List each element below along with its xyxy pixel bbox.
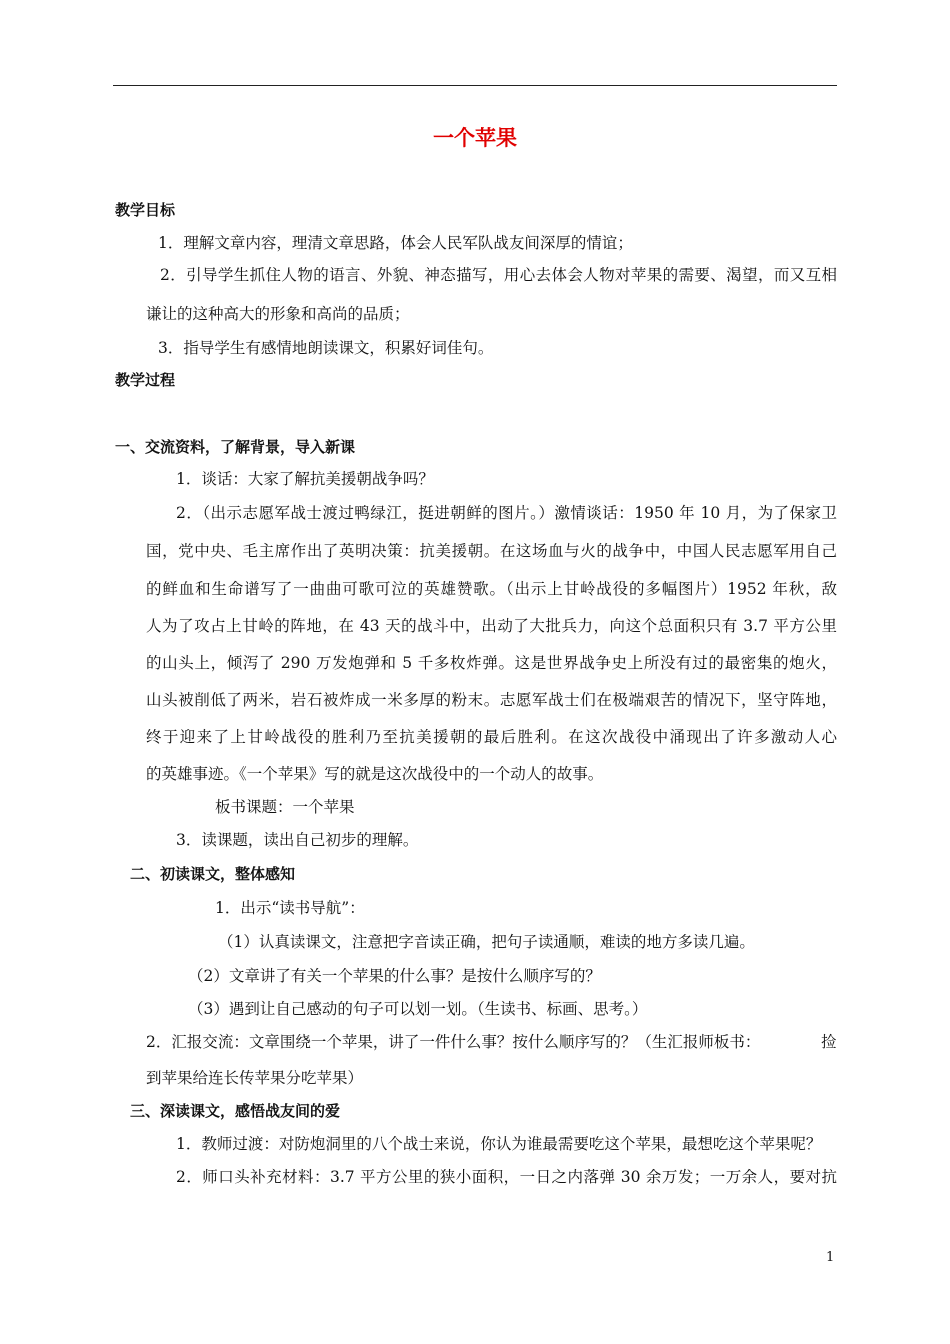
board-title-line: 板书课题：一个苹果 (215, 798, 355, 816)
item-line: 3．读课题，读出自己初步的理解。 (176, 831, 419, 849)
report-line: 2．汇报交流：文章围绕一个苹果，讲了一件什么事？按什么顺序写的？（生汇报师板书： (146, 1033, 761, 1051)
item-line: 1．谈话：大家了解抗美援朝战争吗？ (176, 470, 434, 488)
item-line: 2．师口头补充材料：3.7 平方公里的狭小面积，一日之内落弹 30 余万发；一万余人，要对抗 (176, 1168, 837, 1186)
header-rule (113, 85, 837, 86)
report-line-end: 捡 (821, 1033, 837, 1051)
paragraph-line: 的英雄事迹。《一个苹果》写的就是这次战役中的一个动人的故事。 (146, 765, 604, 783)
document-title: 一个苹果 (433, 126, 517, 150)
paragraph-line: 终于迎来了上甘岭战役的胜利乃至抗美援朝的最后胜利。在这次战役中涌现出了许多激动人心 (146, 728, 837, 746)
paragraph-line: 的鲜血和生命谱写了一曲曲可歌可泣的英雄赞歌。（出示上甘岭战役的多幅图片）1952 年秋，敌 (146, 580, 837, 598)
section-heading: 二、初读课文，整体感知 (130, 865, 296, 883)
goal-line: 3．指导学生有感情地朗读课文，积累好词佳句。 (158, 339, 494, 357)
item-line: 1．教师过渡：对防炮洞里的八个战士来说，你认为谁最需要吃这个苹果，最想吃这个苹果呢？ (176, 1135, 822, 1153)
paragraph-line: 山头被削低了两米，岩石被炸成一米多厚的粉末。志愿军战士们在极端艰苦的情况下，坚守阵地， (146, 691, 837, 709)
report-line: 到苹果给连长传苹果分吃苹果） (146, 1069, 364, 1087)
step-line: （3）遇到让自己感动的句子可以划一划。（生读书、标画、思考。） (188, 1000, 648, 1018)
section-heading: 一、交流资料，了解背景，导入新课 (115, 438, 356, 456)
step-line: （1）认真读课文，注意把字音读正确，把句子读通顺，难读的地方多读几遍。 (218, 933, 755, 951)
goal-line: 谦让的这种高大的形象和高尚的品质； (146, 305, 410, 323)
guide-line: 1．出示“读书导航”： (215, 899, 365, 917)
goal-line: 2．引导学生抓住人物的语言、外貌、神态描写，用心去体会人物对苹果的需要、渴望，而又互相 (160, 266, 837, 284)
process-heading: 教学过程 (115, 371, 176, 389)
goal-line: 1．理解文章内容，理清文章思路，体会人民军队战友间深厚的情谊； (158, 234, 633, 252)
page-number: 1 (826, 1250, 835, 1265)
paragraph-line: 国，党中央、毛主席作出了英明决策：抗美援朝。在这场血与火的战争中，中国人民志愿军用自己 (146, 542, 837, 560)
paragraph-line: 人为了攻占上甘岭的阵地，在 43 天的战斗中，出动了大批兵力，向这个总面积只有 3.7 平方公里 (146, 617, 837, 635)
section-heading: 三、深读课文，感悟战友间的爱 (130, 1102, 341, 1120)
paragraph-line: 的山头上，倾泻了 290 万发炮弹和 5 千多枚炸弹。这是世界战争史上所没有过的最密集的炮火， (146, 654, 837, 672)
goals-heading: 教学目标 (115, 201, 176, 219)
step-line: （2）文章讲了有关一个苹果的什么事？是按什么顺序写的？ (188, 967, 601, 985)
paragraph-line: 2．（出示志愿军战士渡过鸭绿江，挺进朝鲜的图片。）激情谈话：1950 年 10 月，为了保家卫 (176, 504, 837, 522)
